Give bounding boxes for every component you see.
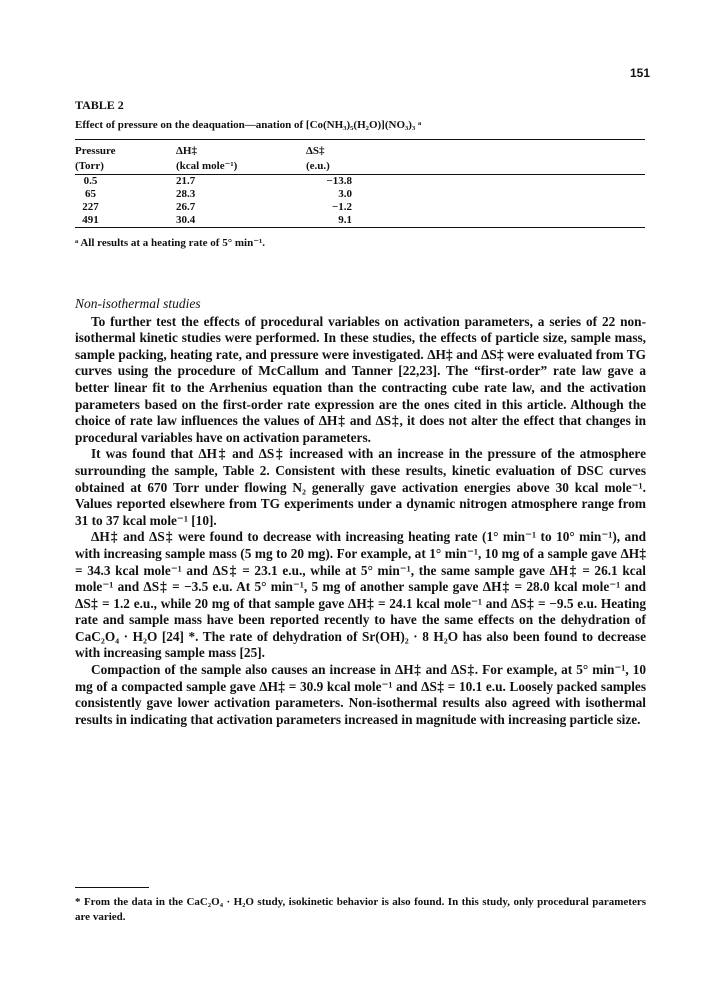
table-row	[75, 175, 645, 188]
page-footnote: * From the data in the CaC₂O₄ · H₂O study, isokinetic behavior is also found. In this study, only procedural parameters are varied.	[75, 896, 646, 923]
cell-dh: 26.7	[176, 201, 196, 213]
table-footnote: ᵃ All results at a heating rate of 5° min⁻¹.	[75, 237, 266, 249]
table-caption: Effect of pressure on the deaquation—anation of [Co(NH₃)₅(H₂O)](NO₃)₃ ᵃ	[75, 119, 422, 131]
table-row	[75, 188, 645, 201]
header-row	[75, 140, 645, 159]
cell-dh: 28.3	[176, 188, 196, 200]
paragraph: It was found that ΔH‡ and ΔS‡ increased with an increase in the pressure of the atmosphere surrounding the sample, Table 2. Consistent with these results, kinetic evaluation of DSC curves obtained at 670 Torr under flowing N₂ generally gave activation energies above 30 kcal mole⁻¹. Values reported elsewhere from TG experiments under a dynamic nitrogen atmosphere range from 31 to 37 kcal mole⁻¹ [10].	[75, 446, 646, 528]
header-pressure-unit: (Torr)	[75, 160, 104, 172]
cell-pressure: 65	[85, 188, 96, 200]
section-heading: Non-isothermal studies	[75, 296, 201, 311]
cell-dh: 30.4	[176, 214, 196, 226]
data-table	[75, 140, 645, 227]
header-ds: ΔS‡	[306, 145, 325, 157]
paragraph: To further test the effects of procedural variables on activation parameters, a series of 22 non-isothermal kinetic studies were performed. In these studies, the effects of particle size, sample mass, sample packing, heating rate, and pressure were investigated. ΔH‡ and ΔS‡ were evaluated from TG curves using the procedure of McCallum and Tanner [22,23]. The “first-order” rate law gave a better linear fit to the Arrhenius equation than the contracting cube rate law, and the activation parameters based on the first-order rate expression are the ones cited in this article. Although the choice of rate law influences the values of ΔH‡ and ΔS‡, it does not alter the effect that changes in procedural variables have on activation parameters.	[75, 313, 646, 445]
table-label: TABLE 2	[75, 98, 124, 112]
paragraph: Compaction of the sample also causes an increase in ΔH‡ and ΔS‡. For example, at 5° min⁻¹, 10 mg of a compacted sample gave ΔH‡ = 30.9 kcal mole⁻¹ and ΔS‡ = 10.1 e.u. Loosely packed samples consistently gave lower activation parameters. Non-isothermal results also agreed with isothermal results in indicating that activation parameters increased in magnitude with increasing particle size.	[75, 662, 646, 727]
cell-dh: 21.7	[176, 175, 196, 187]
header-dh: ΔH‡	[176, 145, 197, 157]
cell-ds: −13.8	[326, 175, 352, 187]
table-bottom-rule	[75, 227, 645, 228]
cell-pressure: 491	[82, 214, 99, 226]
body-text	[75, 296, 646, 728]
footnote-rule	[75, 887, 149, 888]
page-number: 151	[629, 66, 650, 80]
cell-pressure: 227	[82, 201, 99, 213]
cell-ds: 3.0	[338, 188, 352, 200]
cell-ds: −1.2	[331, 201, 352, 213]
header-pressure: Pressure	[75, 145, 116, 157]
header-dh-unit: (kcal mole⁻¹)	[176, 160, 238, 172]
header-units-row	[75, 159, 645, 175]
header-ds-unit: (e.u.)	[306, 160, 330, 172]
cell-ds: 9.1	[338, 214, 352, 226]
table-2	[75, 98, 645, 249]
paragraph: ΔH‡ and ΔS‡ were found to decrease with increasing heating rate (1° min⁻¹ to 10° min⁻¹), and with increasing sample mass (5 mg to 20 mg). For example, at 1° min⁻¹, 10 mg of a sample gave ΔH‡ = 34.3 kcal mole⁻¹ and ΔS‡ = 23.1 e.u., while at 5° min⁻¹, the same sample gave ΔH‡ = 26.1 kcal mole⁻¹ and ΔS‡ = −3.5 e.u. At 5° min⁻¹, 5 mg of another sample gave ΔH‡ = 28.0 kcal mole⁻¹ and ΔS‡ = 1.2 e.u., while 20 mg of that sample gave ΔH‡ = 24.1 kcal mole⁻¹ and ΔS‡ = −9.5 e.u. Heating rate and sample mass have been reported recently to have the same effects on the dehydration of CaC₂O₄ · H₂O [24] *. The rate of dehydration of Sr(OH)₂ · 8 H₂O has also been found to decrease with increasing sample mass [25].	[75, 529, 646, 661]
table-row	[75, 201, 645, 214]
cell-pressure: 0.5	[83, 175, 98, 187]
table-row	[75, 214, 645, 227]
